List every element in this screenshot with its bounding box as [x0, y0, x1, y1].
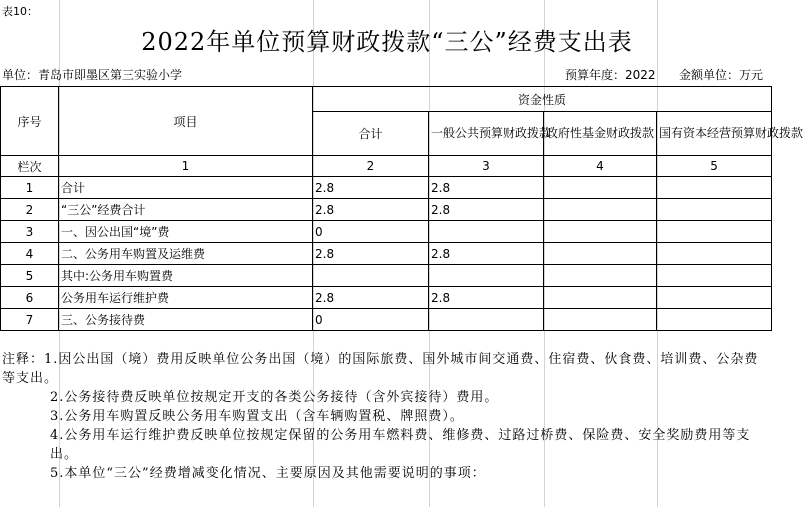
index-cell: 栏次	[1, 156, 59, 177]
row-state	[657, 199, 772, 221]
row-total: 2.8	[313, 287, 429, 309]
row-seq: 1	[1, 177, 59, 199]
row-fund	[544, 265, 657, 287]
row-seq: 4	[1, 243, 59, 265]
row-seq: 5	[1, 265, 59, 287]
index-cell: 2	[313, 156, 429, 177]
row-item: 合计	[59, 177, 313, 199]
row-item: 三、公务接待费	[59, 309, 313, 331]
row-general	[429, 221, 544, 243]
row-general	[429, 309, 544, 331]
row-general: 2.8	[429, 177, 544, 199]
row-state	[657, 287, 772, 309]
row-fund	[544, 309, 657, 331]
row-state	[657, 265, 772, 287]
sheet-label: 表10：	[2, 5, 38, 18]
index-cell: 1	[59, 156, 313, 177]
row-general	[429, 265, 544, 287]
row-total: 2.8	[313, 199, 429, 221]
header-item: 项目	[59, 87, 313, 156]
table-row	[1, 265, 772, 287]
row-fund	[544, 287, 657, 309]
table-row	[1, 287, 772, 309]
currency-unit: 金额单位：万元	[679, 68, 764, 82]
header-general-budget: 一般公共预算财政拨款	[429, 112, 544, 156]
row-fund	[544, 199, 657, 221]
header-gov-fund: 政府性基金财政拨款	[544, 112, 657, 156]
row-seq: 2	[1, 199, 59, 221]
row-item: 一、因公出国“境”费	[59, 221, 313, 243]
row-seq: 3	[1, 221, 59, 243]
row-state	[657, 243, 772, 265]
row-general: 2.8	[429, 287, 544, 309]
row-fund	[544, 221, 657, 243]
note-line: 3.公务用车购置反映公务用车购置支出（含车辆购置税、牌照费）。	[50, 409, 464, 424]
table-row	[1, 199, 772, 221]
row-seq: 7	[1, 309, 59, 331]
row-total: 0	[313, 309, 429, 331]
row-item: 二、公务用车购置及运维费	[59, 243, 313, 265]
header-total: 合计	[313, 112, 429, 156]
row-item: 其中:公务用车购置费	[59, 265, 313, 287]
header-state-capital: 国有资本经营预算财政拨款	[657, 112, 772, 156]
header-seq: 序号	[1, 87, 59, 156]
row-general: 2.8	[429, 199, 544, 221]
table-row	[1, 221, 772, 243]
row-total: 2.8	[313, 243, 429, 265]
row-fund	[544, 177, 657, 199]
unit-label: 单位：青岛市即墨区第三实验小学	[2, 68, 183, 82]
table-row	[1, 177, 772, 199]
page-title: 2022年单位预算财政拨款“三公”经费支出表	[141, 28, 633, 56]
table-row	[1, 309, 772, 331]
row-seq: 6	[1, 287, 59, 309]
notes-section	[2, 350, 772, 483]
row-state	[657, 177, 772, 199]
note-line: 2.公务接待费反映单位按规定开支的各类公务接待（含外宾接待）费用。	[50, 390, 499, 405]
row-total: 0	[313, 221, 429, 243]
row-state	[657, 221, 772, 243]
note-line: 5.本单位“三公”经费增减变化情况、主要原因及其他需要说明的事项：	[50, 466, 486, 481]
row-total: 2.8	[313, 177, 429, 199]
row-item: “三公”经费合计	[59, 199, 313, 221]
index-cell: 4	[544, 156, 657, 177]
budget-year: 预算年度：2022	[565, 68, 656, 82]
row-general: 2.8	[429, 243, 544, 265]
row-total	[313, 265, 429, 287]
row-state	[657, 309, 772, 331]
header-fund-nature: 资金性质	[313, 87, 772, 112]
index-cell: 5	[657, 156, 772, 177]
table-row	[1, 243, 772, 265]
index-cell: 3	[429, 156, 544, 177]
note-line: 注释：1.因公出国（境）费用反映单位公务出国（境）的国际旅费、国外城市间交通费、住宿费、伙食费、培训费、公杂费等支出。	[2, 352, 759, 386]
row-fund	[544, 243, 657, 265]
row-item: 公务用车运行维护费	[59, 287, 313, 309]
note-line: 4.公务用车运行维护费反映单位按规定保留的公务用车燃料费、维修费、过路过桥费、保险费、安全奖励费用等支出。	[50, 428, 751, 462]
expense-table	[0, 86, 803, 331]
